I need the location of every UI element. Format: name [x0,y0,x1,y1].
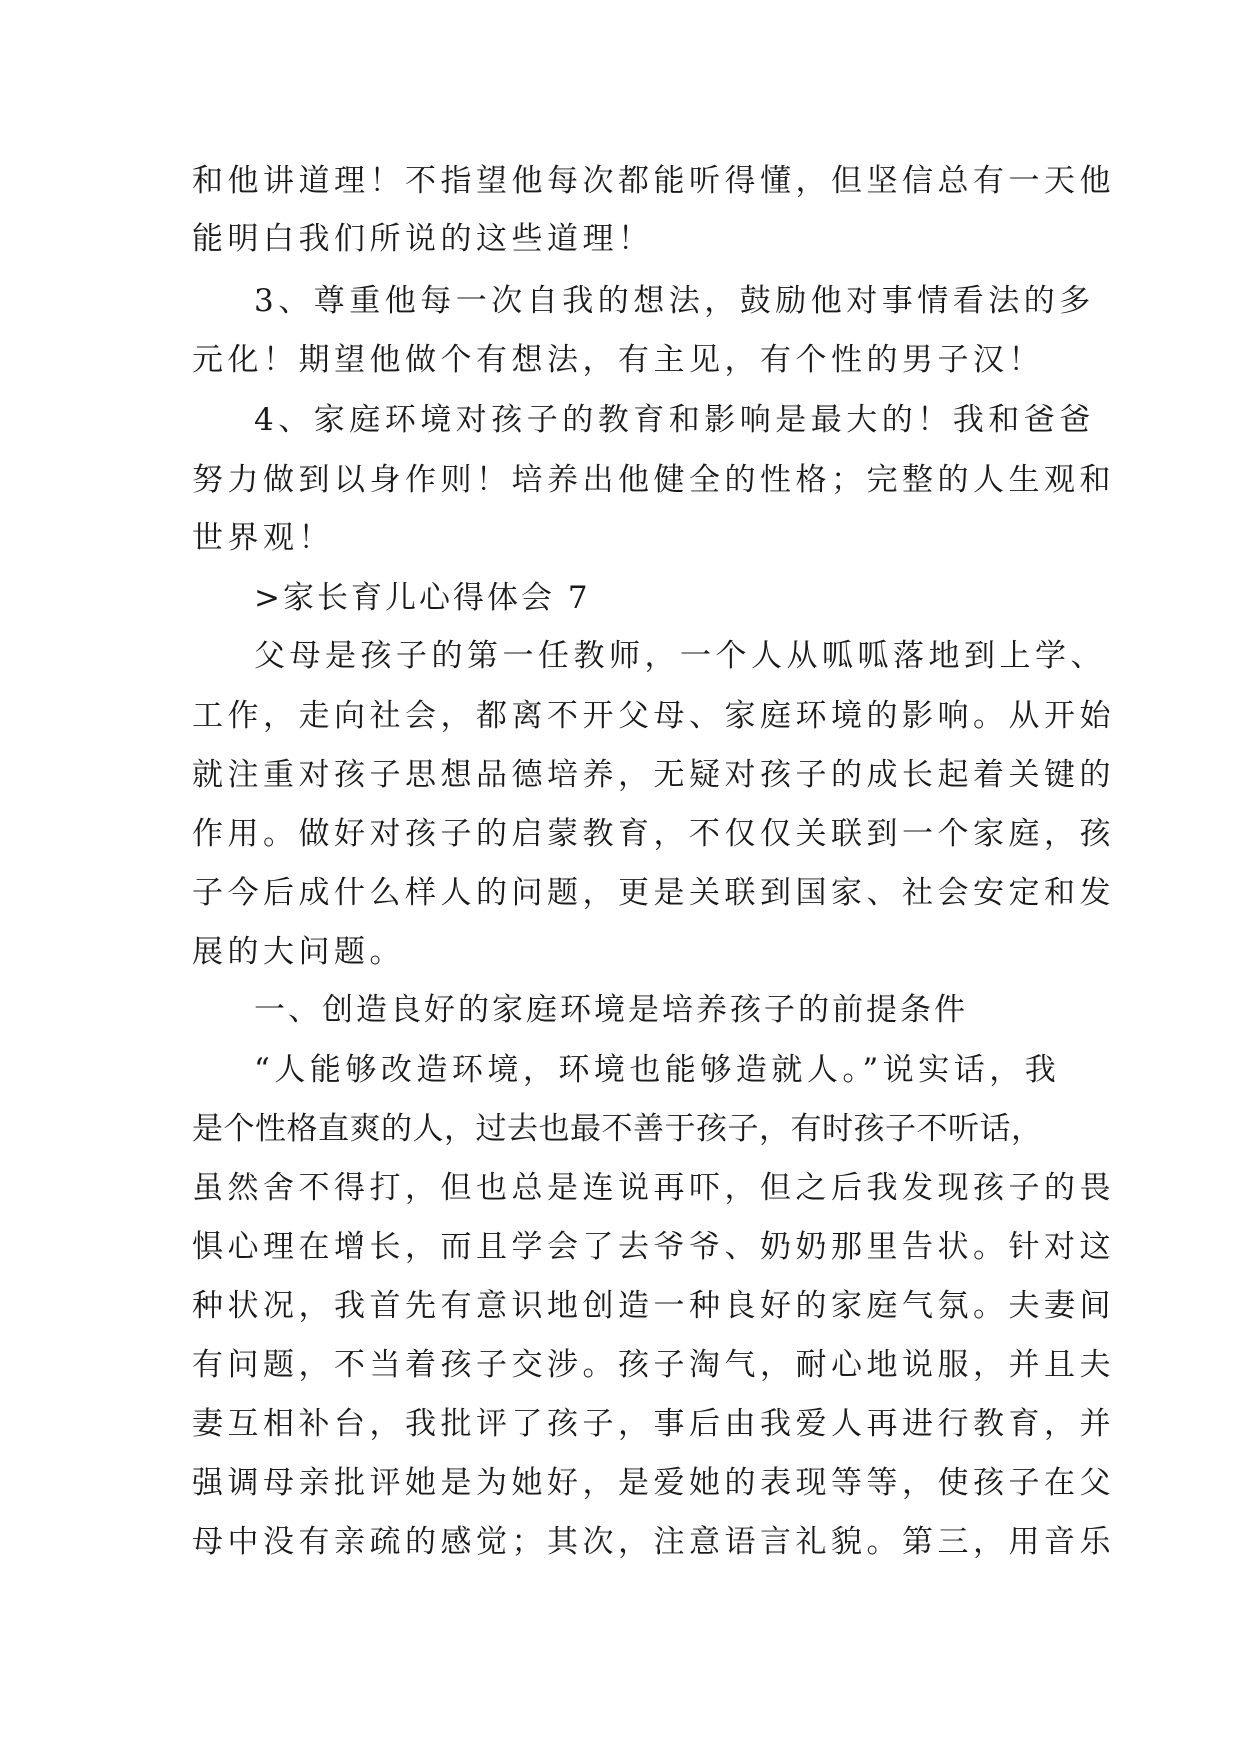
text-line: 世界观！ [192,520,334,556]
text-line: 和他讲道理！不指望他每次都能听得懂，但坚信总有一天他 [192,163,1115,199]
text-line: 强调母亲批评她是为她好，是爱她的表现等等，使孩子在父 [192,1465,1115,1501]
text-line: 作用。做好对孩子的启蒙教育，不仅仅关联到一个家庭，孩 [192,816,1115,852]
text-line: 种状况，我首先有意识地创造一种良好的家庭气氛。夫妻间 [192,1288,1115,1324]
text-line: 展的大问题。 [192,934,405,970]
section-heading: >家长育儿心得体会 7 [254,580,591,616]
text-line: 是个性格直爽的人，过去也最不善于孩子，有时孩子不听话， [192,1111,1043,1147]
text-line: 4、家庭环境对孩子的教育和影响是最大的！我和爸爸 [254,402,1095,438]
text-line: 就注重对孩子思想品德培养，无疑对孩子的成长起着关键的 [192,757,1115,793]
text-line: 元化！期望他做个有想法，有主见，有个性的男子汉！ [192,342,1044,378]
text-line: 努力做到以身作则！培养出他健全的性格；完整的人生观和 [192,462,1115,498]
text-line: 3、尊重他每一次自我的想法，鼓励他对事情看法的多 [254,283,1095,319]
text-line: 母中没有亲疏的感觉；其次，注意语言礼貌。第三，用音乐 [192,1524,1115,1560]
text-line: 工作，走向社会，都离不开父母、家庭环境的影响。从开始 [192,698,1115,734]
text-line: 惧心理在增长，而且学会了去爷爷、奶奶那里告状。针对这 [192,1229,1115,1265]
text-line: 妻互相补台，我批评了孩子，事后由我爱人再进行教育，并 [192,1406,1115,1442]
text-line: 子今后成什么样人的问题，更是关联到国家、社会安定和发 [192,875,1115,911]
text-line: 父母是孩子的第一任教师，一个人从呱呱落地到上学、 [254,638,1106,674]
text-line: 有问题，不当着孩子交涉。孩子淘气，耐心地说服，并且夫 [192,1347,1115,1383]
text-line: 虽然舍不得打，但也总是连说再吓，但之后我发现孩子的畏 [192,1170,1115,1206]
text-line: “人能够改造环境，环境也能够造就人。”说实话，我 [254,1052,1061,1088]
subheading: 一、创造良好的家庭环境是培养孩子的前提条件 [254,992,968,1028]
text-line: 能明白我们所说的这些道理！ [192,221,654,257]
